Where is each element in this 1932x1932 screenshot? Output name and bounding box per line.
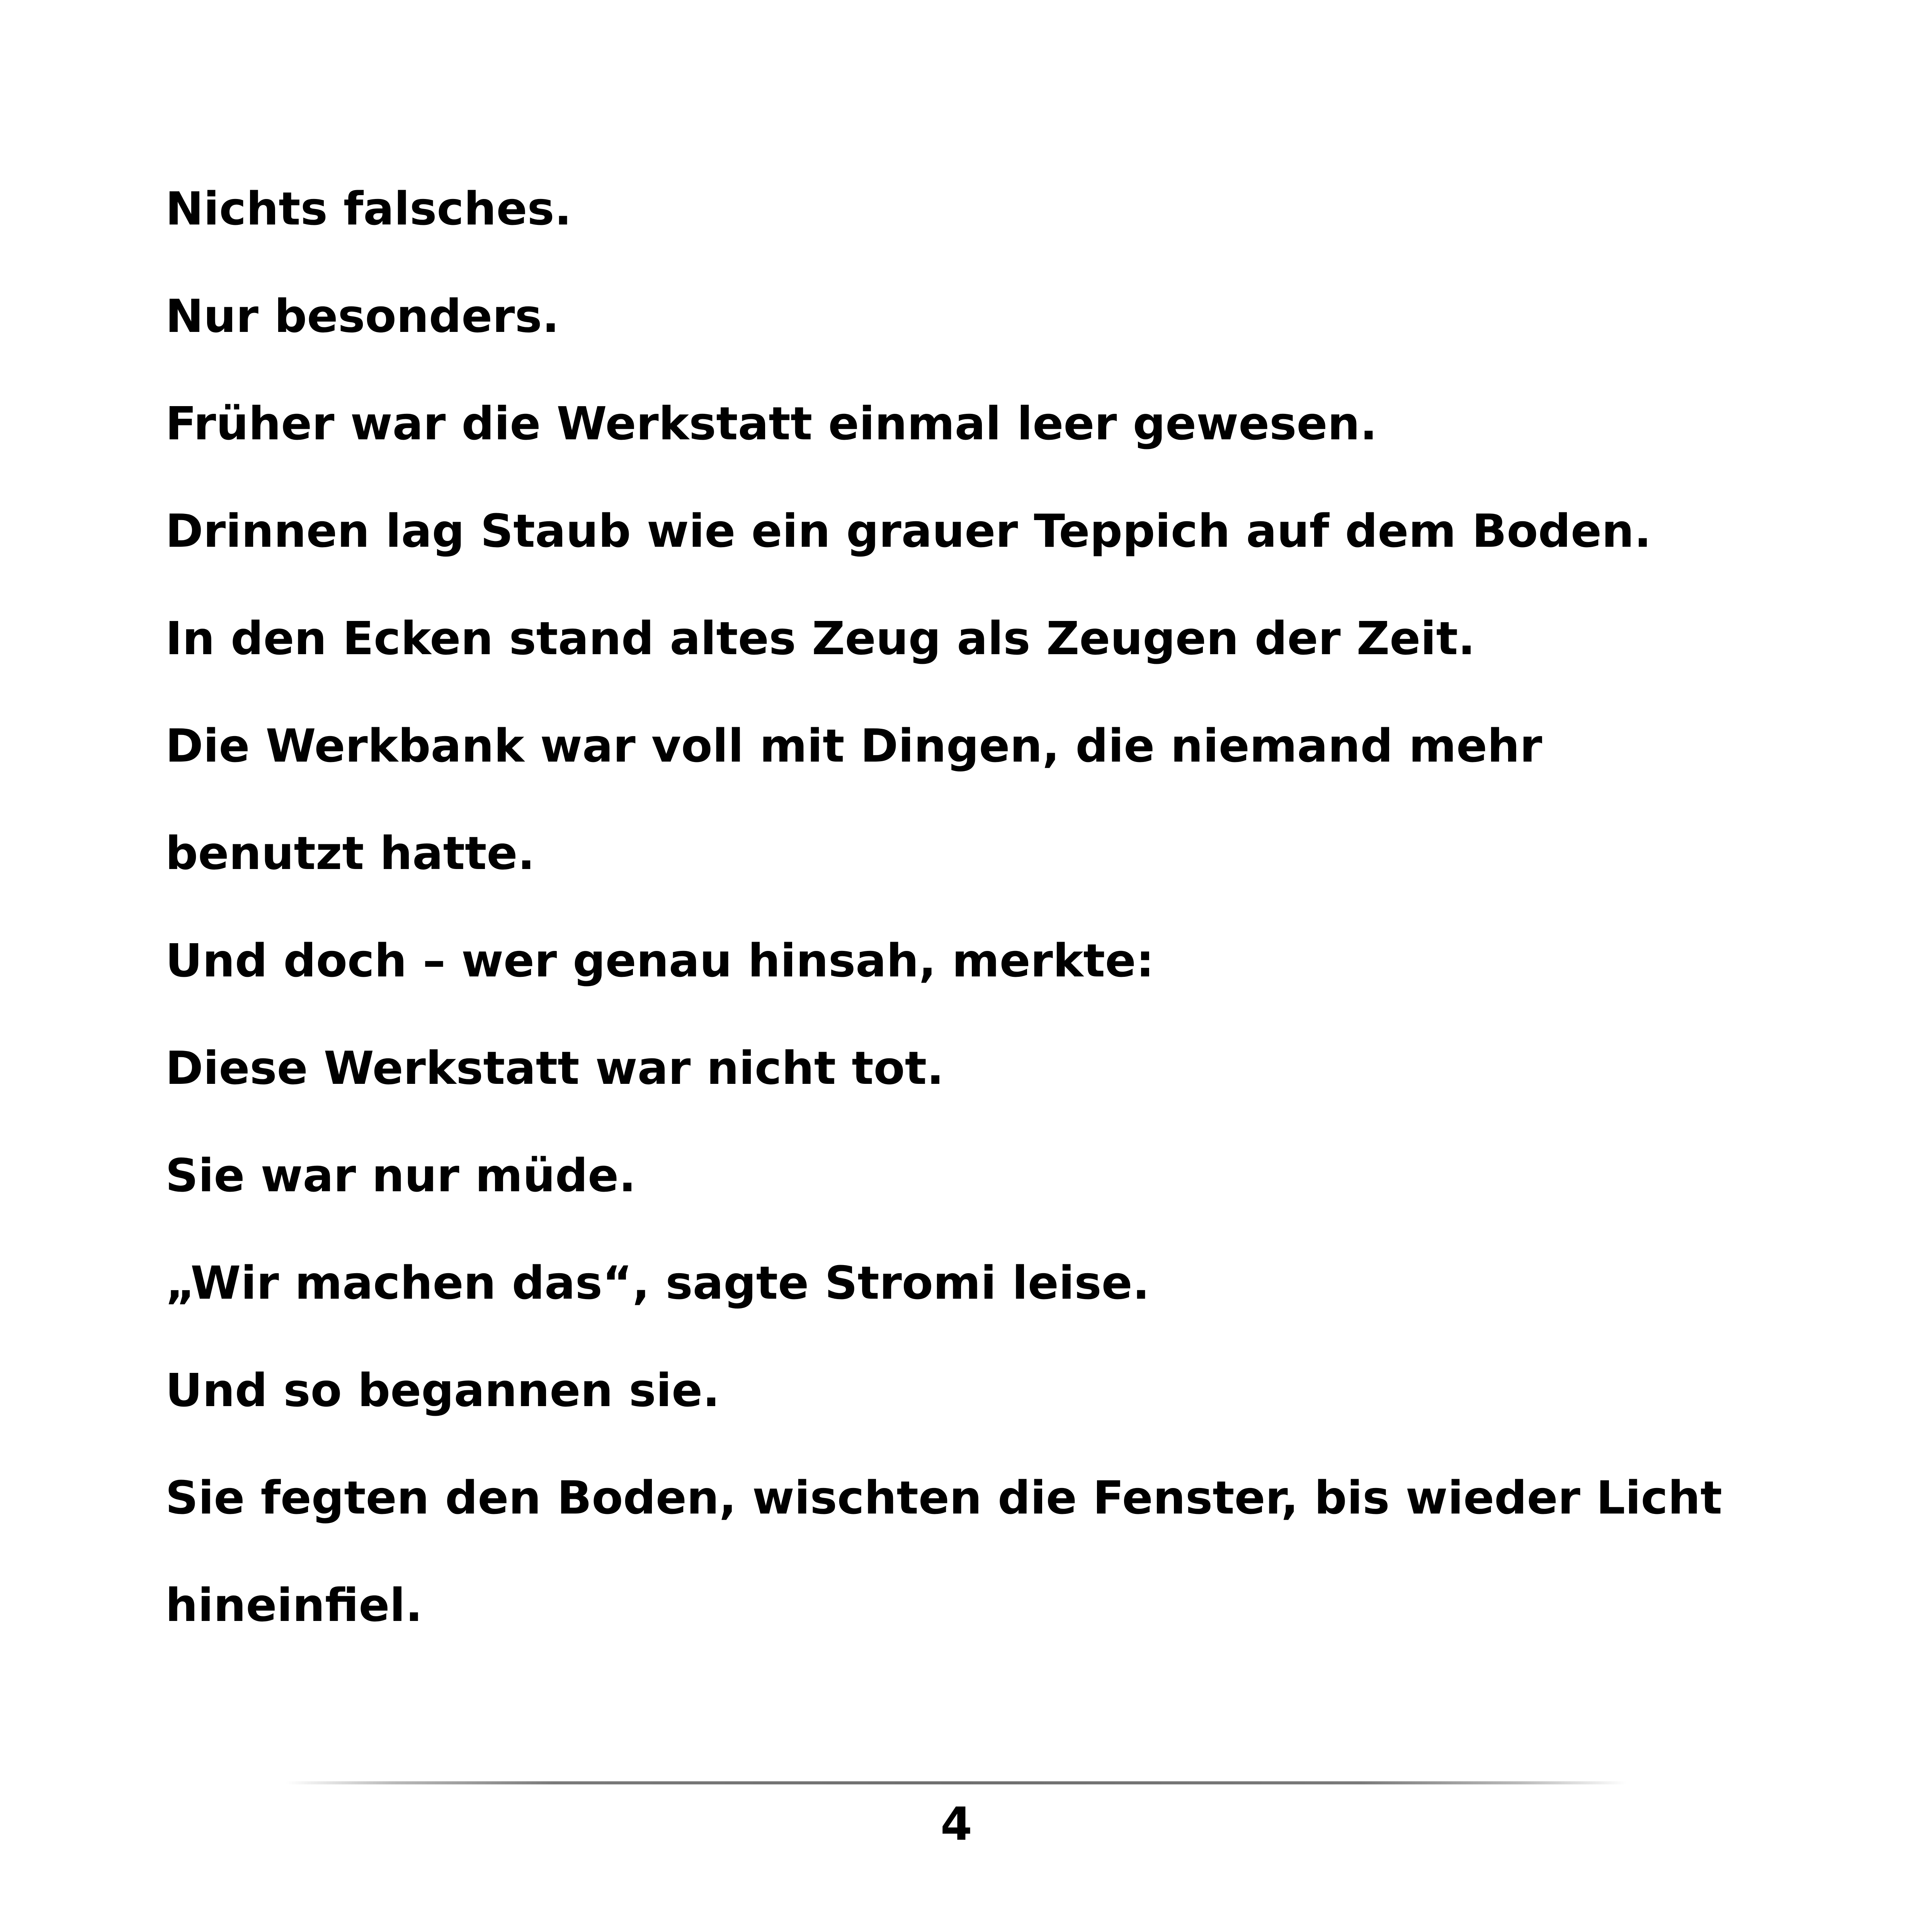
text-line: Nur besonders. <box>165 289 560 343</box>
text-line: Und doch – wer genau hinsah, merkte: <box>165 934 1155 987</box>
footer-divider <box>286 1781 1627 1784</box>
text-line: Früher war die Werkstatt einmal leer gewesen. <box>165 397 1378 450</box>
text-line: hineinfiel. <box>165 1578 423 1632</box>
text-line: Sie fegten den Boden, wischten die Fenster, bis wieder Licht <box>165 1471 1722 1524</box>
text-line: Und so begannen sie. <box>165 1364 720 1417</box>
text-line: Diese Werkstatt war nicht tot. <box>165 1041 944 1095</box>
text-line: Drinnen lag Staub wie ein grauer Teppich auf dem Boden. <box>165 504 1651 558</box>
text-line: Sie war nur müde. <box>165 1149 636 1202</box>
text-line: Die Werkbank war voll mit Dingen, die niemand mehr <box>165 719 1543 772</box>
text-line: In den Ecken stand altes Zeug als Zeugen der Zeit. <box>165 612 1475 665</box>
text-line: Nichts falsches. <box>165 182 572 235</box>
page-number: 4 <box>940 1797 973 1850</box>
text-line: benutzt hatte. <box>165 827 535 880</box>
text-line: „Wir machen das“, sagte Stromi leise. <box>165 1256 1150 1310</box>
